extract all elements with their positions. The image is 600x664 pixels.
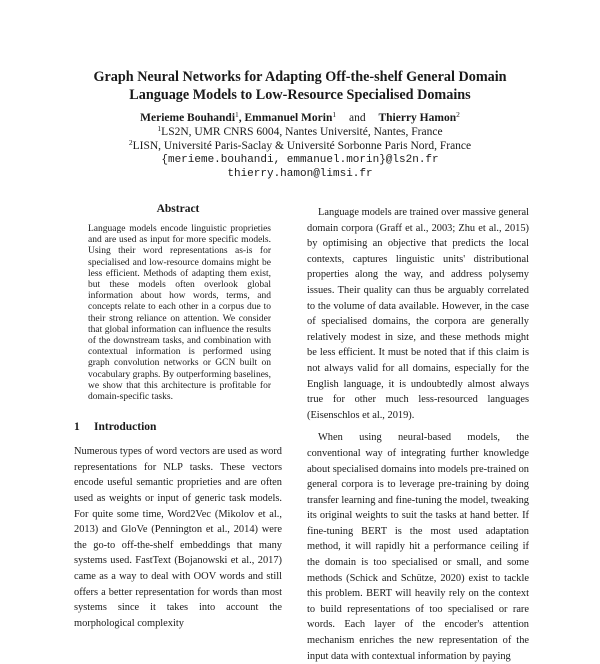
affiliation-mark: 2 xyxy=(128,138,133,147)
affiliation-text: LS2N, UMR CNRS 6004, Nantes Université, Nantes, France xyxy=(161,126,443,138)
affiliation-mark: 1 xyxy=(157,124,162,133)
affiliation-text: LISN, Université Paris-Saclay & Université Sorbonne Paris Nord, France xyxy=(132,140,472,152)
section-heading-introduction xyxy=(74,420,282,434)
email-line: thierry.hamon@limsi.fr xyxy=(227,168,373,180)
body-paragraph: Language models are trained over massive general domain corpora (Graff et al., 2003; Zhu et al., 2015) by optimising an objective that predicts the local contexts, captures linguistic units' distributional properties along the way, and address polysemy issues. Their quality can thus be arguably correlated to the volume of data available. However, in the case of specialised domains, the corpora are generally relatively modest in size, and these methods might be less efficient. It must be noted that if this claim is not always valid for all domains, especially for the English language, it is undoubtedly almost always true for other much less-resourced languages (Eisenschlos et al., 2019). xyxy=(307,207,529,421)
left-column xyxy=(74,202,282,631)
right-column xyxy=(307,205,529,664)
section-number: 1 xyxy=(74,421,80,434)
body-paragraph: When using neural-based models, the conventional way of integrating further knowledge about specialised domains into models pre-trained on general corpora is to leverage pre-training by doing transfer learning and fine-tuning the model, tweaking its original weights to suit the tasks at hand better. If fine-tuning BERT is the most used adaptation method, it will rapidly hit a performance ceiling if the domain is too specialised or small, and some methods (Schick and Schütze, 2020) exist to tackle this problem. BERT will heavily rely on the context to build representations of too specialised or rare words. Each layer of the encoder's attention mechanism enriches the new representation of the input data with contextual information by paying xyxy=(307,432,529,662)
author-name: Merieme Bouhandi xyxy=(140,112,236,124)
abstract-heading: Abstract xyxy=(156,203,200,215)
title-line-1: Graph Neural Networks for Adapting Off-the-shelf General Domain xyxy=(93,69,507,85)
title-line-2: Language Models to Low-Resource Specialised Domains xyxy=(129,87,471,103)
author-affiliation-mark: 2 xyxy=(456,110,460,119)
author-block xyxy=(20,111,580,181)
author-name: Emmanuel Morin xyxy=(244,112,333,124)
affiliation-line xyxy=(20,139,580,153)
author-affiliation-mark: 1 xyxy=(235,110,239,119)
abstract-text: Language models encode linguistic proprieties and are used as input for more specific models. Using their word representations as-is for specialised and low-resource domains might be less efficient. Methods of adapting them exist, but these models often overlook global information about how words, terms, and concepts relate to each other in a corpus due to their strong reliance on attention. We consider that global information can influence the results of the downstream tasks, and combination with contextual information is performed using graph convolution networks or GCN built on vocabulary graphs. By outperforming baselines, we show that this architecture is profitable for domain-specific tasks. xyxy=(88,224,271,403)
author-names xyxy=(20,111,580,125)
email-line: {merieme.bouhandi, emmanuel.morin}@ls2n.fr xyxy=(161,154,439,166)
author-separator: , xyxy=(238,112,242,124)
author-name: Thierry Hamon xyxy=(378,112,457,124)
affiliation-line xyxy=(20,125,580,139)
author-conjunction: and xyxy=(349,112,366,124)
section-title: Introduction xyxy=(94,421,157,434)
paper-title xyxy=(40,68,560,104)
author-affiliation-mark: 1 xyxy=(332,110,337,119)
introduction-paragraph: Numerous types of word vectors are used as word representations for NLP tasks. These vectors encode useful semantic proprieties and are often used as weights or input of generic task models. For quite some time, Word2Vec (Mikolov et al., 2013) and GloVe (Pennington et al., 2014) were the go-to off-the-shelf embeddings that many systems used. FastText (Bojanowski et al., 2017) came as a way to deal with OOV words and still offers a better representation for words than most systems since it takes into account the morphological complexity xyxy=(74,446,282,629)
